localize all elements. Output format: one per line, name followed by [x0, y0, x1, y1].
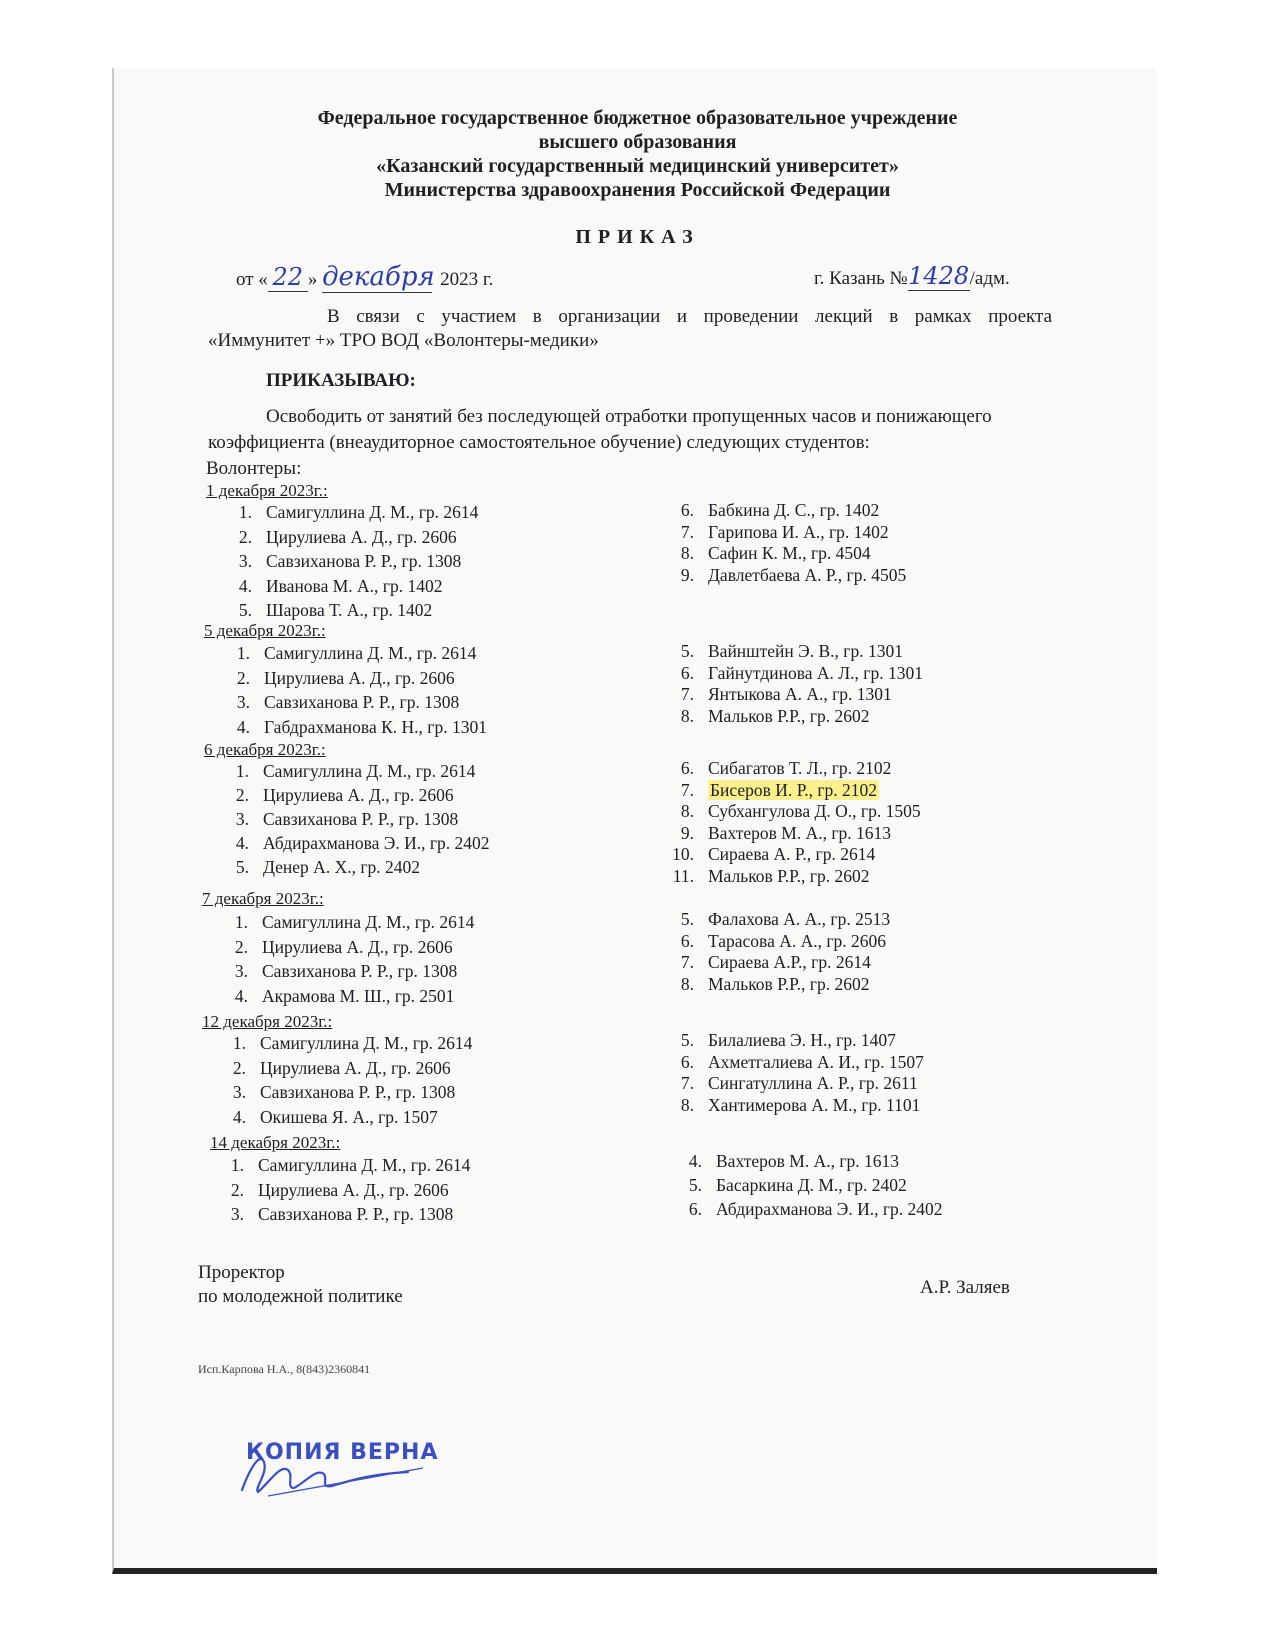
- item-number: 4.: [236, 716, 250, 737]
- document-title: ПРИКАЗ: [575, 226, 700, 248]
- list-item: [214, 1180, 449, 1201]
- item-number: 7.: [680, 684, 694, 704]
- list-item: [219, 857, 420, 878]
- item-number: 8.: [680, 705, 694, 726]
- list-item: [664, 758, 891, 779]
- student-name: Вайнштейн Э. В., гр. 1301: [708, 641, 903, 661]
- item-number: 7.: [680, 1073, 694, 1093]
- student-name: Сингатуллина А. Р., гр. 2611: [708, 1073, 918, 1093]
- executor-note: Исп.Карпова Н.А., 8(843)2360841: [198, 1362, 371, 1376]
- item-number: 5.: [235, 857, 249, 877]
- signer-position-1: Проректор: [198, 1262, 285, 1283]
- item-number: 2.: [236, 667, 250, 688]
- quote-close: »: [307, 269, 323, 290]
- section-date: 5 декабря 2023г.:: [204, 621, 326, 640]
- student-name: Билалиева Э. Н., гр. 1407: [708, 1030, 896, 1050]
- item-number: 4.: [235, 833, 249, 853]
- body-line-2: коэффициента (внеаудиторное самостоятельное обучение) следующих студентов:: [208, 432, 870, 453]
- student-name: Самигуллина Д. М., гр. 2614: [266, 502, 479, 522]
- item-number: 3.: [230, 1204, 244, 1224]
- list-item: [219, 761, 475, 782]
- student-name: Сираева А.Р., гр. 2614: [708, 952, 871, 972]
- list-item: [214, 1204, 453, 1225]
- list-item: [664, 641, 903, 662]
- list-item: [219, 833, 490, 854]
- list-item: [220, 668, 455, 689]
- list-item: [664, 684, 892, 705]
- item-number: 1.: [232, 1033, 246, 1053]
- signature-scribble: [228, 1438, 428, 1502]
- list-item: [216, 1058, 451, 1079]
- item-number: 1.: [234, 912, 248, 932]
- list-item: [664, 1052, 924, 1073]
- order-number: [814, 262, 1010, 291]
- signer-position-2: по молодежной политике: [198, 1286, 403, 1307]
- student-name: Вахтеров М. А., гр. 1613: [716, 1151, 900, 1171]
- city-label: г. Казань №: [814, 268, 908, 289]
- list-item: [664, 780, 879, 801]
- handwritten-number: 1428: [908, 262, 970, 290]
- student-name: Абдирахманова Э. И., гр. 2402: [716, 1199, 943, 1219]
- student-name: Иванова М. А., гр. 1402: [266, 575, 443, 596]
- list-item: [220, 717, 487, 738]
- header-line-3: «Казанский государственный медицинский университет»: [376, 155, 899, 177]
- student-name: Ахметгалиева А. И., гр. 1507: [708, 1051, 924, 1072]
- list-item: [216, 1082, 455, 1103]
- student-name: Савзиханова Р. Р., гр. 1308: [258, 1204, 454, 1224]
- student-name: Вахтеров М. А., гр. 1613: [708, 822, 892, 843]
- student-name: Давлетбаева А. Р., гр. 4505: [708, 564, 907, 585]
- student-name: Тарасова А. А., гр. 2606: [708, 930, 887, 951]
- item-number: 4.: [238, 575, 252, 596]
- header-line-2: высшего образования: [538, 131, 737, 153]
- list-item: [664, 522, 889, 543]
- student-name: Самигуллина Д. М., гр. 2614: [262, 912, 475, 932]
- list-item: [664, 823, 891, 844]
- item-number: 1.: [235, 761, 249, 781]
- student-name: Савзиханова Р. Р., гр. 1308: [266, 551, 462, 571]
- student-name: Цирулиева А. Д., гр. 2606: [266, 526, 457, 547]
- year-label: 2023 г.: [440, 269, 494, 290]
- list-item: [216, 1033, 472, 1054]
- item-number: 6.: [680, 1051, 694, 1072]
- student-name: Бабкина Д. С., гр. 1402: [708, 500, 880, 520]
- list-item: [664, 866, 869, 887]
- section-date: 12 декабря 2023г.:: [202, 1012, 333, 1031]
- section-date: 14 декабря 2023г.:: [210, 1133, 341, 1152]
- item-number: 6.: [680, 662, 694, 683]
- list-item: [664, 952, 871, 973]
- student-name: Савзиханова Р. Р., гр. 1308: [260, 1082, 456, 1102]
- student-name: Акрамова М. Ш., гр. 2501: [262, 985, 455, 1006]
- student-name: Абдирахманова Э. И., гр. 2402: [263, 833, 490, 853]
- item-number: 1.: [238, 502, 252, 522]
- item-number: 3.: [236, 692, 250, 712]
- item-number: 3.: [238, 551, 252, 571]
- item-number: 1.: [236, 643, 250, 663]
- student-name: Мальков Р.Р., гр. 2602: [708, 705, 870, 726]
- item-number: 6.: [680, 930, 694, 951]
- list-item: [664, 543, 871, 564]
- list-item: [222, 502, 478, 523]
- header-line-1: Федеральное государственное бюджетное образовательное учреждение: [317, 107, 958, 129]
- student-name: Субхангулова Д. О., гр. 1505: [708, 801, 921, 821]
- student-name: Денер А. Х., гр. 2402: [263, 857, 421, 877]
- student-name: Цирулиева А. Д., гр. 2606: [263, 785, 454, 805]
- order-date: [236, 262, 493, 293]
- student-name: Самигуллина Д. М., гр. 2614: [258, 1155, 471, 1175]
- list-item: [222, 600, 432, 621]
- list-item: [672, 1151, 899, 1172]
- handwritten-month: декабря: [322, 262, 435, 292]
- item-number: 9.: [680, 564, 694, 585]
- item-number: 4.: [234, 985, 248, 1006]
- item-number: 5.: [680, 1030, 694, 1050]
- section-date: 6 декабря 2023г.:: [204, 740, 326, 759]
- student-name: Сираева А. Р., гр. 2614: [708, 844, 876, 864]
- item-number: 4.: [232, 1106, 246, 1127]
- list-item: [664, 706, 869, 727]
- list-item: [222, 527, 457, 548]
- list-item: [664, 931, 886, 952]
- item-number: 10.: [672, 844, 694, 864]
- student-name: Окишева Я. А., гр. 1507: [260, 1106, 438, 1127]
- preamble-line-1: В связи с участием в организации и проведении лекций в рамках проекта: [327, 306, 1052, 327]
- student-name: Цирулиева А. Д., гр. 2606: [260, 1057, 451, 1078]
- list-item: [218, 937, 453, 958]
- list-item: [664, 974, 869, 995]
- student-name: Цирулиева А. Д., гр. 2606: [264, 667, 455, 688]
- student-name: Янтыкова А. А., гр. 1301: [708, 684, 892, 704]
- item-number: 1.: [230, 1155, 244, 1175]
- item-number: 2.: [232, 1057, 246, 1078]
- item-number: 8.: [680, 1094, 694, 1115]
- student-name: Басаркина Д. М., гр. 2402: [716, 1175, 907, 1195]
- student-name: Сибагатов Т. Л., гр. 2102: [708, 758, 892, 778]
- section-date: 7 декабря 2023г.:: [202, 889, 324, 908]
- copy-stamp: КОПИЯ ВЕРНА: [246, 1440, 439, 1465]
- signer-name: А.Р. Заляев: [920, 1277, 1010, 1298]
- student-name: Самигуллина Д. М., гр. 2614: [263, 761, 476, 781]
- list-item: [664, 565, 906, 586]
- student-name: Хантимерова А. М., гр. 1101: [708, 1094, 921, 1115]
- item-number: 6.: [688, 1199, 702, 1219]
- list-item: [664, 909, 890, 930]
- number-suffix: /адм.: [969, 268, 1010, 289]
- student-name: Савзиханова Р. Р., гр. 1308: [262, 961, 458, 981]
- item-number: 3.: [235, 809, 249, 829]
- highlighted-student-name: Бисеров И. Р., гр. 2102: [710, 779, 878, 800]
- item-number: 8.: [680, 801, 694, 821]
- list-item: [218, 912, 474, 933]
- item-number: 6.: [680, 758, 694, 778]
- item-number: 5.: [680, 909, 694, 929]
- student-name: Цирулиева А. Д., гр. 2606: [262, 936, 453, 957]
- item-number: 5.: [238, 600, 252, 620]
- item-number: 5.: [688, 1175, 702, 1195]
- item-number: 3.: [234, 961, 248, 981]
- handwritten-day: 22: [268, 263, 308, 292]
- item-number: 2.: [238, 526, 252, 547]
- student-name: Габдрахманова К. Н., гр. 1301: [264, 716, 487, 737]
- list-item: [664, 801, 921, 822]
- list-item: [218, 986, 454, 1007]
- student-name: Савзиханова Р. Р., гр. 1308: [263, 809, 459, 829]
- list-item: [672, 1175, 907, 1196]
- list-item: [219, 809, 458, 830]
- list-item: [672, 1199, 943, 1220]
- from-label: от «: [236, 269, 268, 290]
- item-number: 2.: [235, 785, 249, 805]
- list-item: [222, 576, 442, 597]
- student-name: Мальков Р.Р., гр. 2602: [708, 865, 870, 886]
- preamble-line-2: «Иммунитет +» ТРО ВОД «Волонтеры-медики»: [208, 330, 599, 351]
- item-number: 9.: [680, 822, 694, 843]
- student-name: Гарипова И. А., гр. 1402: [708, 521, 889, 542]
- list-item: [664, 844, 875, 865]
- student-name: Фалахова А. А., гр. 2513: [708, 909, 891, 929]
- list-item: [664, 663, 923, 684]
- list-item: [219, 785, 454, 806]
- list-item: [222, 551, 461, 572]
- header-line-4: Министерства здравоохранения Российской Федерации: [384, 179, 891, 201]
- student-name: Гайнутдинова А. Л., гр. 1301: [708, 662, 923, 683]
- body-line-3: Волонтеры:: [206, 458, 302, 479]
- list-item: [664, 1073, 918, 1094]
- student-name: Цирулиева А. Д., гр. 2606: [258, 1179, 449, 1200]
- student-name: Мальков Р.Р., гр. 2602: [708, 973, 870, 994]
- student-name: Самигуллина Д. М., гр. 2614: [264, 643, 477, 663]
- list-item: [216, 1107, 438, 1128]
- list-item: [218, 961, 457, 982]
- list-item: [664, 1030, 896, 1051]
- list-item: [220, 643, 476, 664]
- item-number: 6.: [680, 500, 694, 520]
- list-item: [664, 500, 879, 521]
- student-name: Шарова Т. А., гр. 1402: [266, 600, 433, 620]
- item-number: 8.: [680, 543, 694, 563]
- item-number: 5.: [680, 641, 694, 661]
- section-date: 1 декабря 2023г.:: [206, 481, 328, 500]
- list-item: [214, 1155, 470, 1176]
- item-number: 11.: [672, 865, 694, 886]
- student-name: Савзиханова Р. Р., гр. 1308: [264, 692, 460, 712]
- list-item: [664, 1095, 920, 1116]
- item-number: 2.: [230, 1179, 244, 1200]
- item-number: 8.: [680, 973, 694, 994]
- list-item: [220, 692, 459, 713]
- item-number: 7.: [680, 779, 694, 800]
- item-number: 3.: [232, 1082, 246, 1102]
- item-number: 2.: [234, 936, 248, 957]
- student-name: Сафин К. М., гр. 4504: [708, 543, 871, 563]
- body-line-1: Освободить от занятий без последующей отработки пропущенных часов и понижающего: [266, 406, 992, 427]
- order-word: ПРИКАЗЫВАЮ:: [266, 370, 416, 391]
- item-number: 7.: [680, 521, 694, 542]
- item-number: 4.: [688, 1151, 702, 1171]
- item-number: 7.: [680, 952, 694, 972]
- student-name: Самигуллина Д. М., гр. 2614: [260, 1033, 473, 1053]
